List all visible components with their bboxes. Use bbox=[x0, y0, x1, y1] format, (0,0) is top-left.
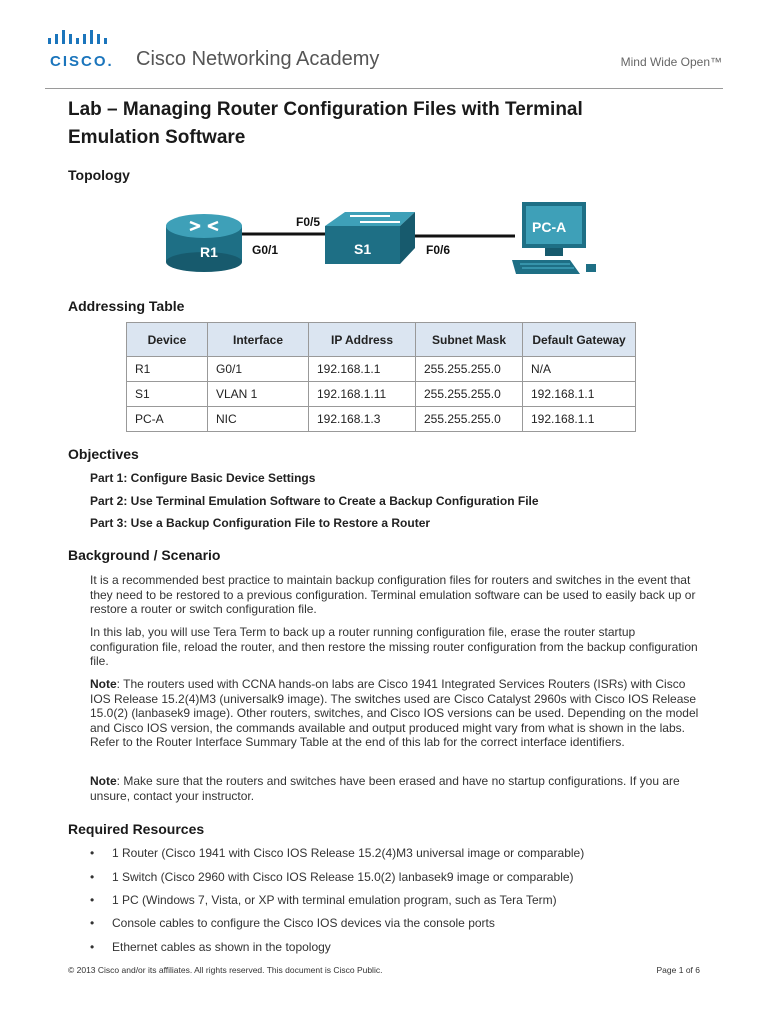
table-cell: G0/1 bbox=[208, 357, 309, 382]
table-row bbox=[127, 407, 636, 432]
col-default-gateway: Default Gateway bbox=[523, 323, 636, 357]
background-paragraph-2: In this lab, you will use Tera Term to back up a router running configuration file, erase the router startup configuration file, reload the router, and then restore the missing router configuration from the backup configuration file. bbox=[90, 625, 698, 669]
table-cell: VLAN 1 bbox=[208, 382, 309, 407]
note-paragraph-2 bbox=[90, 774, 700, 803]
table-row bbox=[127, 382, 636, 407]
list-item bbox=[90, 846, 584, 860]
objective-part-2: Part 2: Use Terminal Emulation Software to Create a Backup Configuration File bbox=[90, 494, 539, 508]
bullet-icon: • bbox=[90, 940, 95, 954]
table-cell: 255.255.255.0 bbox=[416, 407, 523, 432]
list-item bbox=[90, 940, 331, 954]
table-cell: 192.168.1.1 bbox=[523, 407, 636, 432]
academy-name: Cisco Networking Academy bbox=[136, 48, 380, 70]
table-cell: 192.168.1.1 bbox=[523, 382, 636, 407]
list-item bbox=[90, 916, 495, 930]
col-interface: Interface bbox=[208, 323, 309, 357]
note-label: Note bbox=[90, 774, 117, 788]
addressing-table-heading: Addressing Table bbox=[68, 298, 185, 314]
topology-heading: Topology bbox=[68, 167, 130, 183]
topology-diagram bbox=[160, 198, 600, 288]
page-header bbox=[0, 0, 768, 90]
link-label-f06: F0/6 bbox=[426, 243, 451, 257]
list-item-text: 1 PC (Windows 7, Vista, or XP with terminal emulation program, such as Tera Term) bbox=[112, 893, 557, 907]
table-cell: 192.168.1.11 bbox=[309, 382, 416, 407]
note-text: : Make sure that the routers and switches have been erased and have no startup configurations. If you are unsure, contact your instructor. bbox=[90, 774, 680, 803]
cisco-logo-bars-icon bbox=[48, 30, 118, 50]
list-item-text: Console cables to configure the Cisco IOS devices via the console ports bbox=[112, 916, 495, 930]
switch-s1-label: S1 bbox=[354, 241, 372, 257]
router-r1-label: R1 bbox=[200, 244, 218, 260]
list-item bbox=[90, 893, 557, 907]
page-title: Lab – Managing Router Configuration Files with Terminal Emulation Software bbox=[68, 99, 583, 148]
table-cell: 255.255.255.0 bbox=[416, 382, 523, 407]
table-cell: R1 bbox=[127, 357, 208, 382]
bullet-icon: • bbox=[90, 846, 95, 860]
col-ip-address: IP Address bbox=[309, 323, 416, 357]
bullet-icon: • bbox=[90, 916, 95, 930]
tagline: Mind Wide Open™ bbox=[620, 55, 722, 69]
list-item-text: 1 Switch (Cisco 2960 with Cisco IOS Release 15.0(2) lanbasek9 image or comparable) bbox=[112, 870, 574, 884]
pc-a-icon bbox=[512, 202, 596, 274]
table-cell: N/A bbox=[523, 357, 636, 382]
background-heading: Background / Scenario bbox=[68, 547, 221, 563]
objective-part-3: Part 3: Use a Backup Configuration File to Restore a Router bbox=[90, 516, 431, 530]
link-label-f05: F0/5 bbox=[296, 215, 321, 229]
addressing-table bbox=[126, 322, 636, 432]
cisco-wordmark: CISCO. bbox=[50, 53, 114, 70]
list-item-text: Ethernet cables as shown in the topology bbox=[112, 940, 331, 954]
objective-part-1: Part 1: Configure Basic Device Settings bbox=[90, 471, 316, 485]
note-text: : The routers used with CCNA hands-on labs are Cisco 1941 Integrated Services Routers (ISRs) with Cisco IOS Release 15.2(4)M3 (universalk9 image). The switches used are Cisco Catalyst 2960s with Cisco IOS Release 15.0(2) (lanbasek9 image). Other routers, switches, and Cisco IOS versions can be used. Depending on the model and Cisco IOS version, the commands available and output produced might vary from what is shown in the labs. Refer to the Router Interface Summary Table at the end of this lab for the correct interface identifiers. bbox=[90, 677, 699, 750]
bullet-icon: • bbox=[90, 893, 95, 907]
page-number: Page 1 of 6 bbox=[656, 965, 700, 975]
pc-a-label: PC-A bbox=[532, 219, 567, 235]
switch-s1-icon bbox=[325, 212, 415, 264]
table-cell: S1 bbox=[127, 382, 208, 407]
link-label-g01: G0/1 bbox=[252, 243, 279, 257]
objectives-heading: Objectives bbox=[68, 446, 139, 462]
note-label: Note bbox=[90, 677, 117, 691]
col-device: Device bbox=[127, 323, 208, 357]
table-cell: 255.255.255.0 bbox=[416, 357, 523, 382]
table-row bbox=[127, 357, 636, 382]
footer-copyright: © 2013 Cisco and/or its affiliates. All rights reserved. This document is Cisco Public. bbox=[68, 965, 383, 975]
router-r1-icon bbox=[166, 214, 242, 272]
header-divider bbox=[45, 88, 723, 89]
background-paragraph-1: It is a recommended best practice to maintain backup configuration files for routers and switches in the event that they need to be restored to a previous configuration. Terminal emulation software can be used to easily back up or restore a router or switch configuration file. bbox=[90, 573, 696, 617]
table-header-row bbox=[127, 323, 636, 357]
list-item bbox=[90, 870, 574, 884]
table-cell: PC-A bbox=[127, 407, 208, 432]
table-cell: 192.168.1.3 bbox=[309, 407, 416, 432]
table-cell: NIC bbox=[208, 407, 309, 432]
table-cell: 192.168.1.1 bbox=[309, 357, 416, 382]
note-paragraph-1 bbox=[90, 677, 700, 750]
bullet-icon: • bbox=[90, 870, 95, 884]
col-subnet-mask: Subnet Mask bbox=[416, 323, 523, 357]
resources-heading: Required Resources bbox=[68, 821, 205, 837]
list-item-text: 1 Router (Cisco 1941 with Cisco IOS Release 15.2(4)M3 universal image or comparable) bbox=[112, 846, 585, 860]
